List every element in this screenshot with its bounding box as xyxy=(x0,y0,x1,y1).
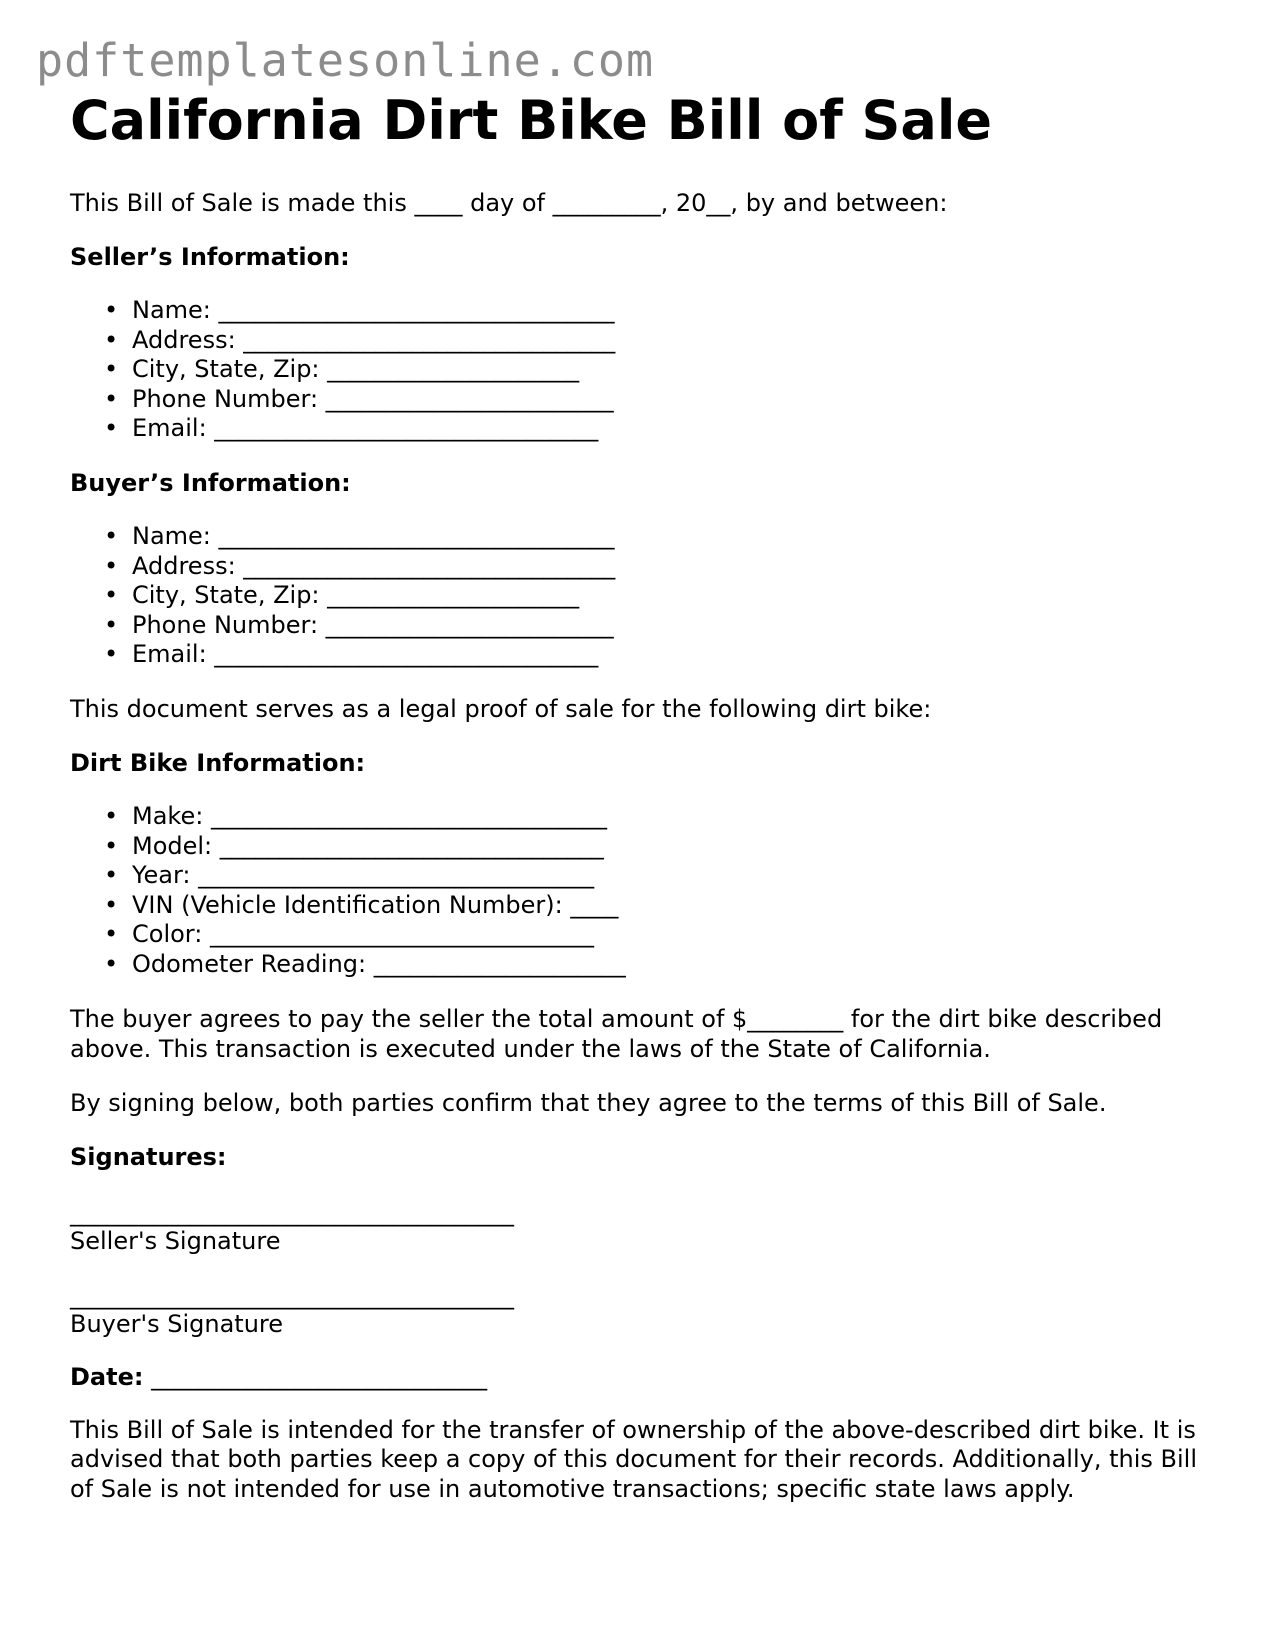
closing-statement: This Bill of Sale is intended for the transfer of ownership of the above-described dirt bike. It is advised that both parties keep a copy of this document for their records. Additionally, this Bill of Sale is not intended for use in automotive transactions; specific state laws apply. xyxy=(70,1415,1197,1503)
buyer-heading: Buyer’s Information: xyxy=(70,468,351,497)
payment-statement: The buyer agrees to pay the seller the total amount of $________ for the dirt bike described above. This transaction is executed under the laws of the State of California. xyxy=(70,1004,1163,1063)
bike-year-field[interactable]: • Year: _________________________________ xyxy=(132,861,1220,891)
date-label: Date: xyxy=(70,1362,144,1391)
bike-odometer-field[interactable]: • Odometer Reading: _____________________ xyxy=(132,950,1220,980)
buyer-address-field[interactable]: • Address: _______________________________ xyxy=(132,552,1220,582)
buyer-name-field[interactable]: • Name: _________________________________ xyxy=(132,522,1220,552)
seller-signature-label: Seller's Signature xyxy=(70,1226,281,1255)
buyer-email-field[interactable]: • Email: ________________________________ xyxy=(132,640,1220,670)
seller-heading: Seller’s Information: xyxy=(70,243,350,271)
buyer-signature-line[interactable]: _____________________________________ xyxy=(70,1281,514,1310)
seller-name-field[interactable]: • Name: _________________________________ xyxy=(132,296,1220,326)
buyer-signature-label: Buyer's Signature xyxy=(70,1309,284,1338)
buyer-signature-block xyxy=(70,1282,1220,1338)
buyer-fields-list xyxy=(70,522,1220,670)
bike-model-field[interactable]: • Model: ________________________________ xyxy=(132,832,1220,862)
seller-phone-field[interactable]: • Phone Number: ________________________ xyxy=(132,385,1220,415)
intro-statement: This Bill of Sale is made this ____ day of _________, 20__, by and between: xyxy=(70,189,948,217)
document-page xyxy=(70,90,1220,1504)
date-field[interactable]: ____________________________ xyxy=(151,1362,488,1391)
seller-signature-line[interactable]: _____________________________________ xyxy=(70,1198,514,1227)
bike-heading: Dirt Bike Information: xyxy=(70,748,366,777)
bike-fields-list xyxy=(70,802,1220,980)
buyer-phone-field[interactable]: • Phone Number: ________________________ xyxy=(132,611,1220,641)
seller-signature-block xyxy=(70,1199,1220,1255)
seller-city-state-zip-field[interactable]: • City, State, Zip: _____________________ xyxy=(132,355,1220,385)
bike-vin-field[interactable]: • VIN (Vehicle Identification Number): ____ xyxy=(132,891,1220,921)
buyer-city-state-zip-field[interactable]: • City, State, Zip: _____________________ xyxy=(132,581,1220,611)
agreement-statement: By signing below, both parties confirm that they agree to the terms of this Bill of Sale. xyxy=(70,1088,1107,1117)
date-row xyxy=(70,1362,1220,1392)
bike-color-field[interactable]: • Color: ________________________________ xyxy=(132,920,1220,950)
proof-statement: This document serves as a legal proof of sale for the following dirt bike: xyxy=(70,694,932,723)
document-title: California Dirt Bike Bill of Sale xyxy=(70,89,992,152)
seller-email-field[interactable]: • Email: ________________________________ xyxy=(132,414,1220,444)
signatures-heading: Signatures: xyxy=(70,1142,227,1171)
seller-fields-list xyxy=(70,296,1220,444)
bike-make-field[interactable]: • Make: _________________________________ xyxy=(132,802,1220,832)
watermark: pdftemplatesonline.com xyxy=(36,34,655,87)
seller-address-field[interactable]: • Address: _______________________________ xyxy=(132,326,1220,356)
